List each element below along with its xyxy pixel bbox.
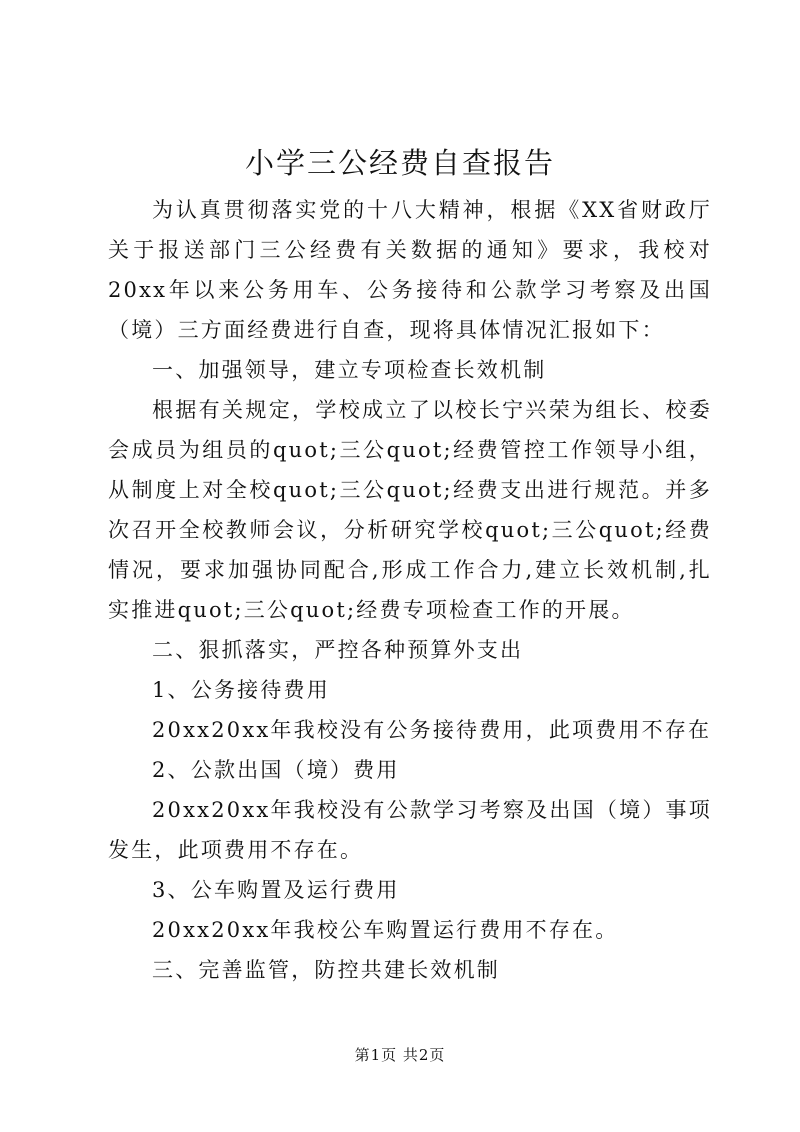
paragraph-abroad: 20xx20xx年我校没有公款学习考察及出国（境）事项发生，此项费用不存在。 bbox=[108, 798, 712, 862]
document-title: 小学三公经费自查报告 bbox=[244, 146, 555, 180]
section-heading-2: 二、狠抓落实，严控各种预算外支出 bbox=[152, 638, 524, 662]
section-heading-1: 一、加强领导，建立专项检查长效机制 bbox=[152, 358, 547, 382]
paragraph-vehicles: 20xx20xx年我校公车购置运行费用不存在。 bbox=[152, 918, 619, 942]
paragraph-reception: 20xx20xx年我校没有公务接待费用，此项费用不存在 bbox=[152, 718, 712, 742]
subheading-abroad: 2、公款出国（境）费用 bbox=[152, 758, 400, 782]
page-footer: 第1页 共2页 bbox=[354, 1046, 446, 1064]
document-body bbox=[108, 190, 712, 990]
paragraph-leadership: 根据有关规定，学校成立了以校长宁兴荣为组长、校委会成员为组员的quot;三公quot;经费管控工作领导小组，从制度上对全校quot;三公quot;经费支出进行规范。并多次召开全校教师会议，分析研究学校quot;三公quot;经费情况，要求加强协同配合,形成工作合力,建立长效机制,扎实推进quot;三公quot;经费专项检查工作的开展。 bbox=[108, 398, 712, 622]
section-heading-3: 三、完善监管，防控共建长效机制 bbox=[152, 958, 500, 982]
subheading-reception: 1、公务接待费用 bbox=[152, 678, 330, 702]
paragraph-intro: 为认真贯彻落实党的十八大精神，根据《XX省财政厅关于报送部门三公经费有关数据的通知》要求，我校对20xx年以来公务用车、公务接待和公款学习考察及出国（境）三方面经费进行自查，现将具体情况汇报如下： bbox=[108, 198, 712, 342]
subheading-vehicles: 3、公车购置及运行费用 bbox=[152, 878, 400, 902]
